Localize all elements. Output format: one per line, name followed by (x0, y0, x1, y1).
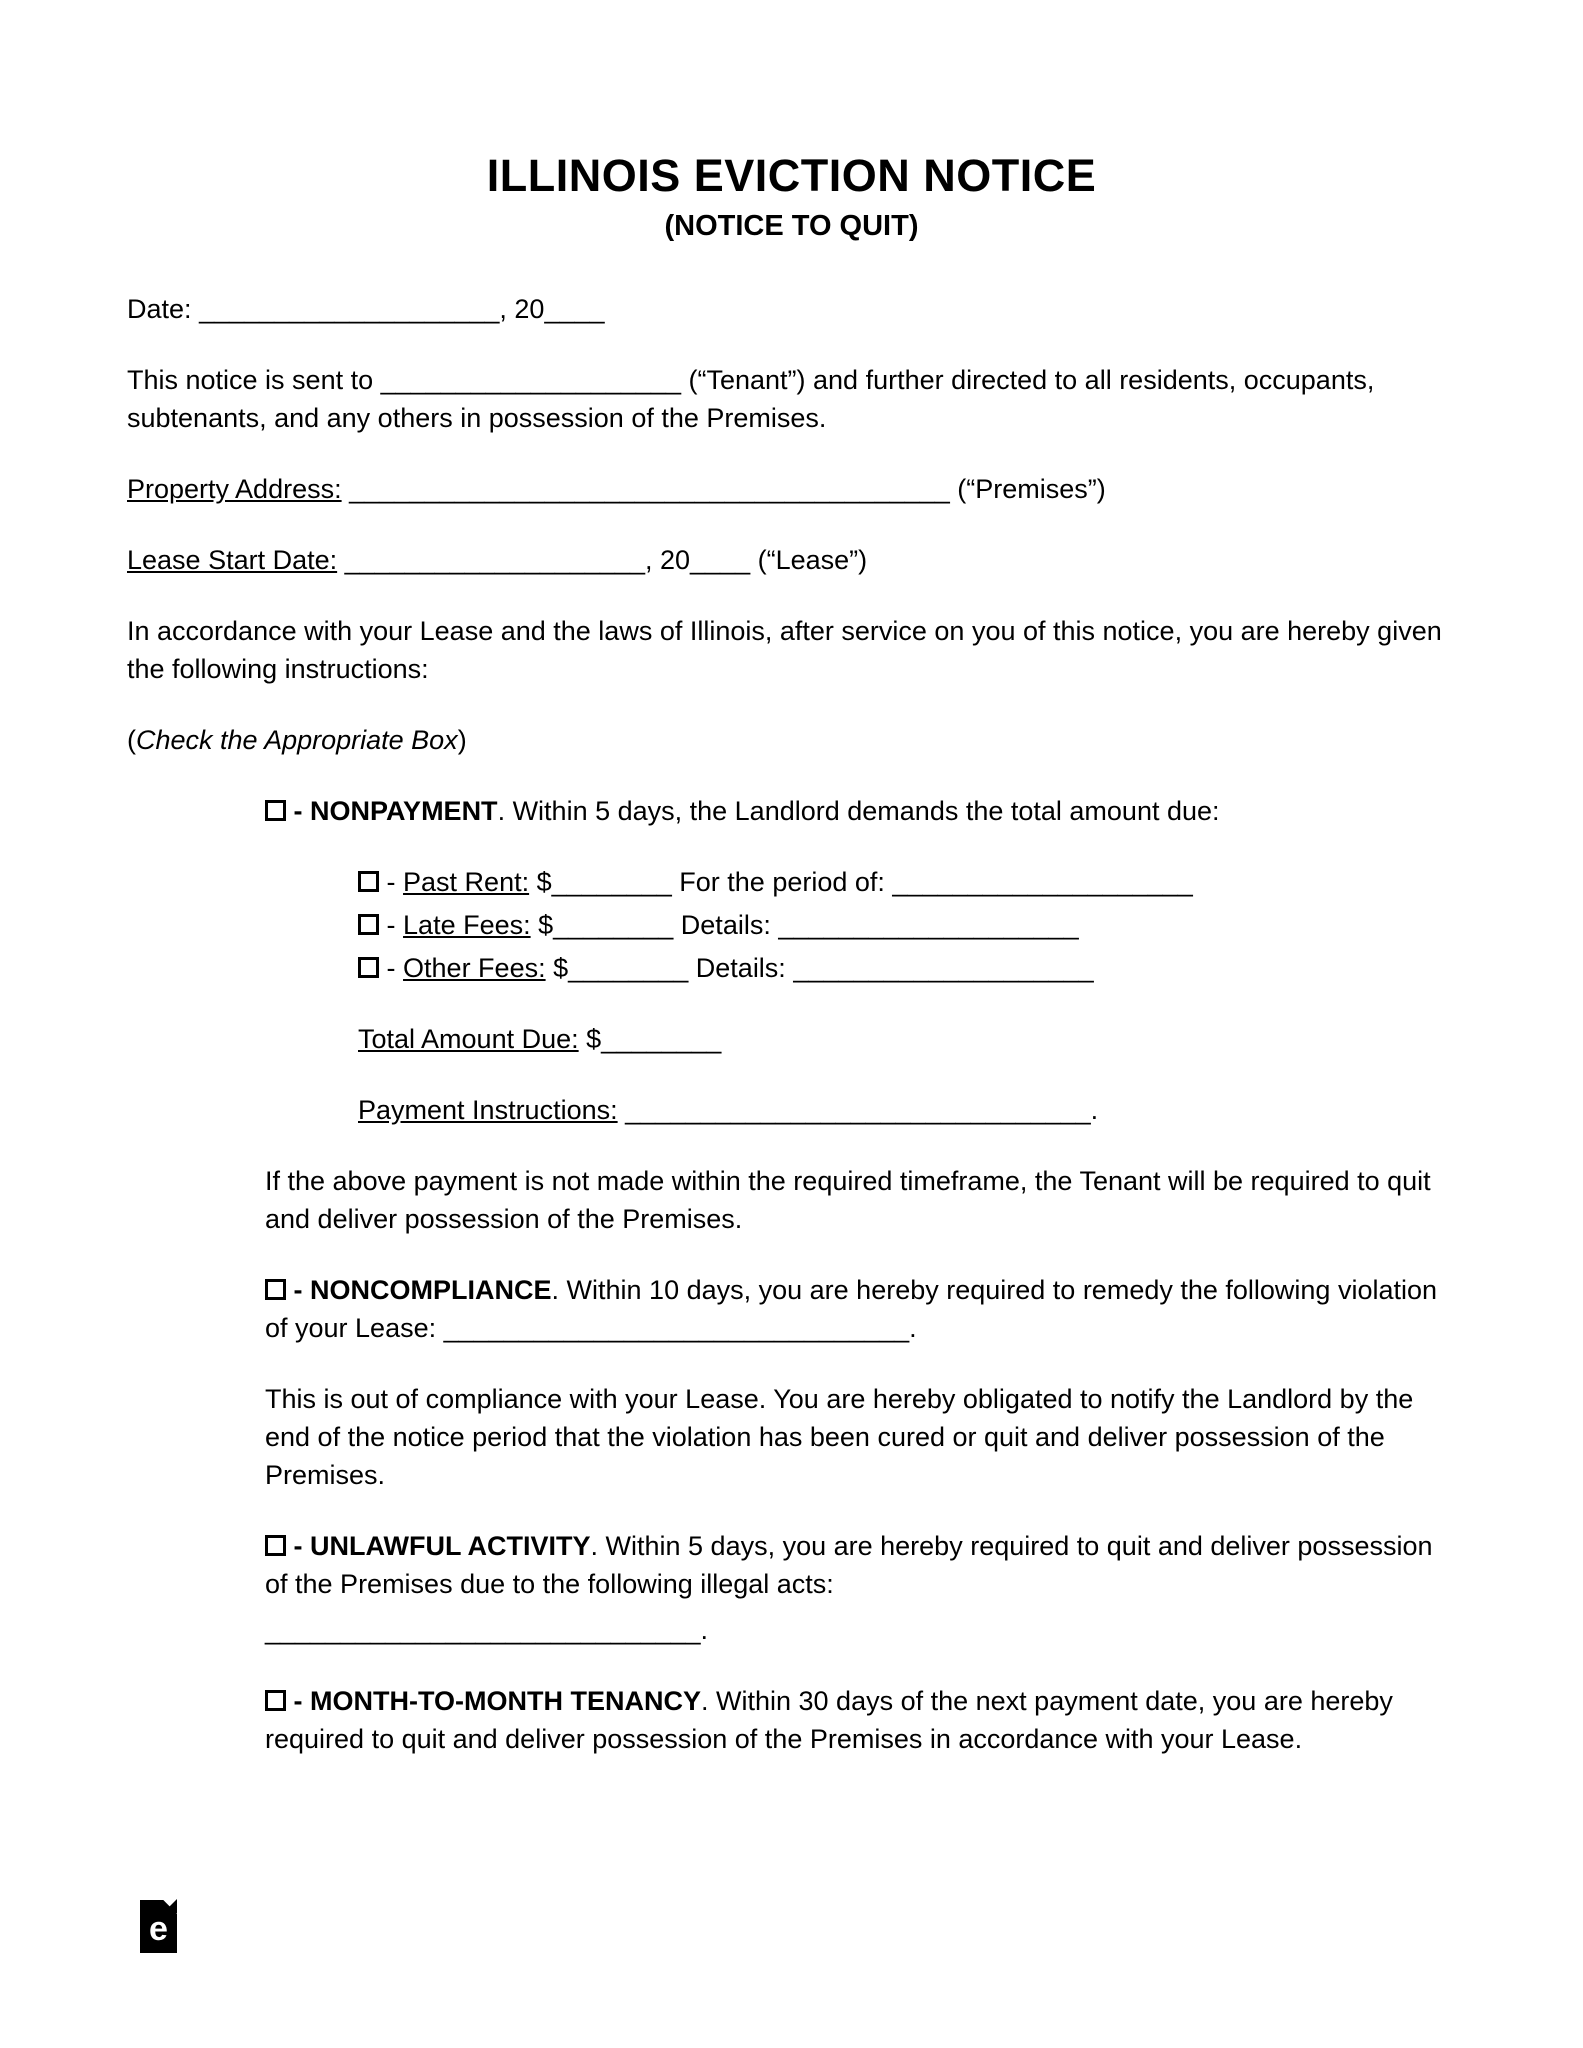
intro-pre: This notice is sent to (127, 365, 374, 395)
noncompliance-checkbox[interactable] (265, 1279, 286, 1300)
illegal-acts-blank-line (265, 1611, 1456, 1649)
nonpayment-checkbox[interactable] (265, 800, 286, 821)
nonpayment-body: . Within 5 days, the Landlord demands the total amount due: (497, 796, 1220, 826)
lease-start-line (127, 541, 1456, 579)
section-unlawful-activity (265, 1527, 1456, 1603)
past-rent-row (358, 863, 1456, 901)
month-to-month-title: MONTH-TO-MONTH TENANCY (310, 1686, 701, 1716)
date-year-blank-field[interactable]: ____ (544, 294, 605, 324)
tenant-name-blank-field[interactable]: ____________________ (380, 365, 681, 395)
illegal-acts-field[interactable]: _____________________________ (265, 1615, 701, 1645)
eforms-logo-letter: e (149, 1910, 168, 1948)
property-address-line (127, 470, 1456, 508)
payment-instructions-field[interactable]: _______________________________ (625, 1095, 1091, 1125)
past-rent-dash: - (386, 867, 396, 897)
month-to-month-checkbox[interactable] (265, 1690, 286, 1711)
accordance-paragraph: In accordance with your Lease and the laws of Illinois, after service on you of this notice, you are hereby given the following instructions: (127, 616, 1442, 684)
past-rent-amount-field[interactable]: $________ (536, 867, 672, 897)
lease-year-blank-field[interactable]: ____ (690, 545, 751, 575)
lease-suffix: (“Lease”) (757, 545, 868, 575)
late-fees-amount-field[interactable]: $________ (538, 910, 674, 940)
other-fees-mid-label: Details: (695, 953, 786, 983)
late-fees-row (358, 906, 1456, 944)
unlawful-activity-title: UNLAWFUL ACTIVITY (310, 1531, 591, 1561)
date-line (127, 290, 1456, 328)
other-fees-amount-field[interactable]: $________ (553, 953, 689, 983)
other-fees-label: Other Fees: (403, 953, 546, 983)
noncompliance-footer-paragraph: This is out of compliance with your Lease. You are hereby obligated to notify the Landlord by the end of the notice period that the violation has been cured or quit and deliver possession of the Premises. (265, 1384, 1414, 1490)
past-rent-label: Past Rent: (403, 867, 530, 897)
other-fees-dash: - (386, 953, 396, 983)
date-blank-field[interactable]: ____________________ (199, 294, 500, 324)
other-fees-checkbox[interactable] (358, 957, 379, 978)
total-amount-label: Total Amount Due: (358, 1024, 579, 1054)
section-nonpayment (265, 792, 1456, 830)
check-note-open-paren: ( (127, 725, 136, 755)
past-rent-checkbox[interactable] (358, 871, 379, 892)
other-fees-row (358, 949, 1456, 987)
property-address-blank-field[interactable]: ________________________________________ (349, 474, 950, 504)
total-amount-line (358, 1020, 1456, 1058)
month-to-month-body: . Within 30 days of the next payment date, you are hereby required to quit and deliver possession of the Premises in accordance with your Lease. (265, 1686, 1393, 1754)
payment-instructions-line (358, 1091, 1456, 1129)
date-comma-20: , 20 (499, 294, 545, 324)
illegal-acts-period: . (700, 1615, 708, 1645)
month-to-month-dash: - (293, 1686, 303, 1716)
past-rent-period-field[interactable]: ____________________ (892, 867, 1193, 897)
lease-start-label: Lease Start Date: (127, 545, 338, 575)
noncompliance-violation-field[interactable]: _______________________________ (443, 1313, 910, 1343)
unlawful-activity-checkbox[interactable] (265, 1535, 286, 1556)
late-fees-checkbox[interactable] (358, 914, 379, 935)
late-fees-details-field[interactable]: ____________________ (778, 910, 1079, 940)
noncompliance-period: . (909, 1313, 917, 1343)
total-amount-field[interactable]: $________ (586, 1024, 722, 1054)
check-note-text: Check the Appropriate Box (136, 725, 458, 755)
section-noncompliance (265, 1271, 1456, 1347)
unlawful-activity-dash: - (293, 1531, 303, 1561)
section-month-to-month (265, 1682, 1456, 1758)
check-note (127, 721, 1456, 759)
late-fees-mid-label: Details: (680, 910, 771, 940)
nonpayment-footer-paragraph: If the above payment is not made within the required timeframe, the Tenant will be required to quit and deliver possession of the Premises. (265, 1166, 1431, 1234)
premises-suffix: (“Premises”) (957, 474, 1106, 504)
date-label: Date: (127, 294, 192, 324)
noncompliance-dash: - (293, 1275, 303, 1305)
intro-post: (“Tenant”) and further directed to all residents, occupants, subtenants, and any others in possession of the Premises. (127, 365, 1375, 433)
late-fees-dash: - (386, 910, 396, 940)
page-title: ILLINOIS EVICTION NOTICE (486, 150, 1097, 201)
late-fees-label: Late Fees: (403, 910, 531, 940)
eforms-logo (140, 1900, 177, 1953)
property-address-label: Property Address: (127, 474, 342, 504)
other-fees-details-field[interactable]: ____________________ (793, 953, 1094, 983)
noncompliance-title: NONCOMPLIANCE (310, 1275, 552, 1305)
lease-date-blank-field[interactable]: ____________________ (344, 545, 645, 575)
noncompliance-body: . Within 10 days, you are hereby required to remedy the following violation of your Lease: (265, 1275, 1438, 1343)
nonpayment-title: NONPAYMENT (310, 796, 498, 826)
check-note-close-paren: ) (457, 725, 467, 755)
intro-paragraph (127, 361, 1456, 437)
nonpayment-dash: - (293, 796, 303, 826)
lease-comma-20: , 20 (644, 545, 691, 575)
past-rent-mid-label: For the period of: (679, 867, 885, 897)
payment-instructions-label: Payment Instructions: (358, 1095, 618, 1125)
nonpayment-fee-list (358, 863, 1456, 987)
page-subtitle: (NOTICE TO QUIT) (664, 210, 919, 242)
payment-instructions-period: . (1090, 1095, 1099, 1125)
unlawful-activity-body: . Within 5 days, you are hereby required to quit and deliver possession of the Premises due to the following illegal acts: (265, 1531, 1433, 1599)
